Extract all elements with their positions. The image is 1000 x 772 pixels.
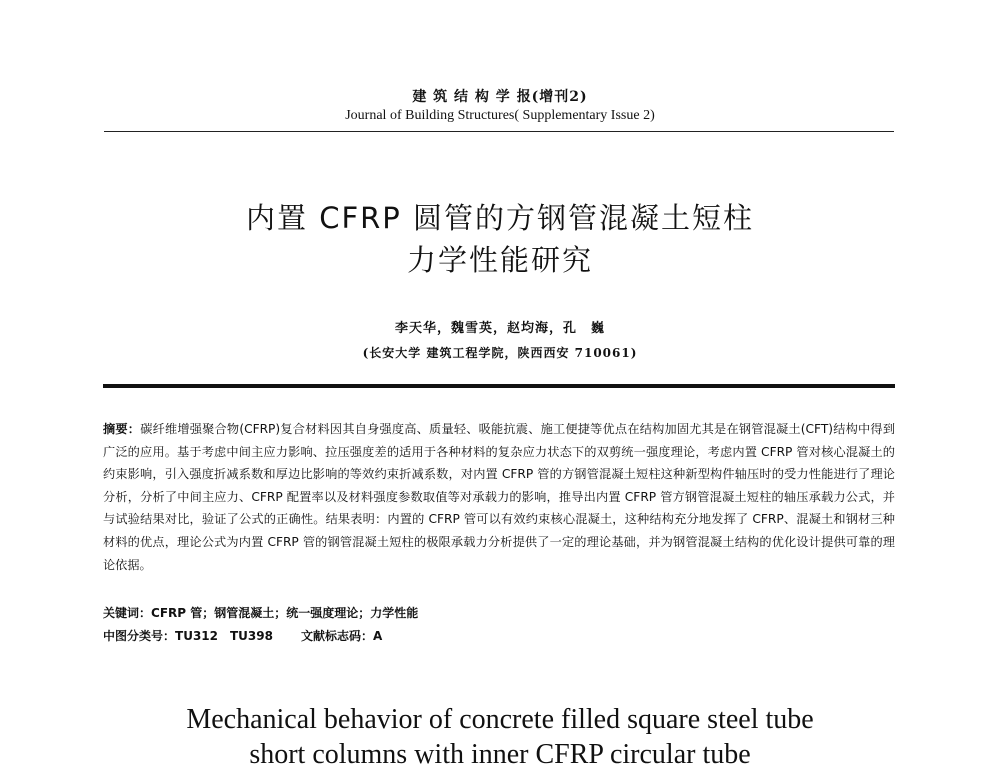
header-rule <box>104 131 894 132</box>
title-cn-line2: 力学性能研究 <box>406 243 593 277</box>
journal-issue-cn: 报(增刊2) <box>516 89 588 105</box>
journal-name-cn <box>0 86 1000 106</box>
paper-title-en <box>0 702 1000 772</box>
classification-codes: TU312 TU398 <box>175 629 273 643</box>
document-code-label: 文献标志码： <box>300 629 373 643</box>
title-en-line1: Mechanical behavior of concrete filled square steel tube <box>186 704 814 735</box>
keywords <box>103 604 895 621</box>
journal-name-en: Journal of Building Structures( Supplementary Issue 2) <box>345 108 655 123</box>
keywords-label: 关键词： <box>103 606 152 620</box>
document-code: A <box>373 629 383 643</box>
title-cn-line1: 内置 CFRP 圆管的方钢管混凝土短柱 <box>245 201 754 235</box>
section-rule <box>103 384 895 388</box>
journal-title-cn: 建 筑 结 构 学 <box>412 89 511 105</box>
abstract-text: 碳纤维增强聚合物(CFRP)复合材料因其自身强度高、质量轻、吸能抗震、施工便捷等优点在结构加固尤其是在钢管混凝土(CFT)结构中得到广泛的应用。基于考虑中间主应力影响、拉压强度差的适用于各种材料的复杂应力状态下的双剪统一强度理论，考虑内置 CFRP 管对核心混凝土的约束影响，引入强度折减系数和厚边比影响的等效约束折减系数，对内置 CFRP 管的方钢管混凝土短柱这种新型构件轴压时的受力性能进行了理论分析，分析了中间主应力、CFRP 配置率以及材料强度参数取值等对承载力的影响，推导出内置 CFRP 管方钢管混凝土短柱的轴压承载力公式，并与试验结果对比，验证了公式的正确性。结果表明：内置的 CFRP 管可以有效约束核心混凝土，这种结构充分地发挥了 CFRP、混凝土和钢材三种材料的优点，理论公式为内置 CFRP 管的钢管混凝土短柱的极限承载力分析提供了一定的理论基础，并为钢管混凝土结构的优化设计提供可靠的理论依据。 <box>103 422 896 572</box>
classification <box>103 627 895 644</box>
title-en-line2: short columns with inner CFRP circular tube <box>249 739 751 770</box>
keywords-text: CFRP 管；钢管混凝土；统一强度理论；力学性能 <box>151 606 419 620</box>
affiliation: (长安大学 建筑工程学院，陕西西安 710061) <box>362 346 638 360</box>
authors: 李天华，魏雪英，赵均海，孔 巍 <box>394 321 605 336</box>
abstract-label: 摘要： <box>103 422 141 436</box>
classification-label: 中图分类号： <box>103 629 176 643</box>
abstract <box>103 418 895 576</box>
paper-title-cn <box>0 197 1000 281</box>
